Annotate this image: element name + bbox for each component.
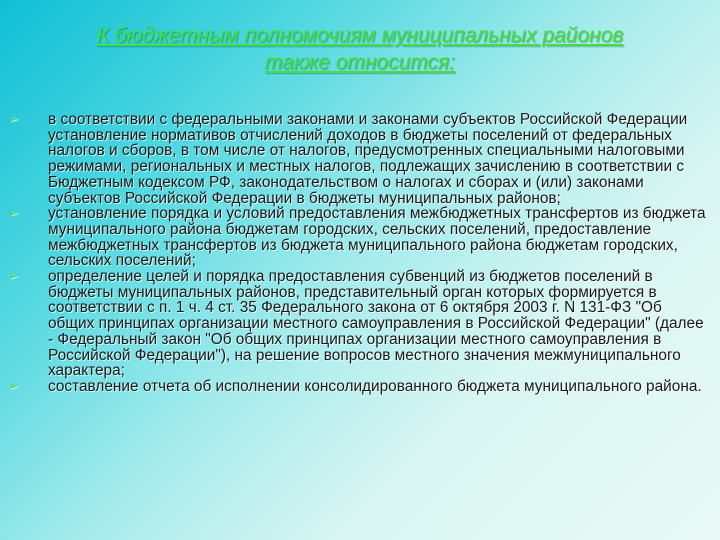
list-item [8, 112, 712, 206]
list-item [8, 206, 712, 269]
arrow-bullet-icon: ➢ [8, 269, 19, 285]
title-line-2: также относится: [264, 51, 456, 74]
slide-title [0, 22, 720, 76]
list-item-text: установление порядка и условий предоставления межбюджетных трансфертов из бюджета муниципального района бюджетам городских, сельских поселений, предоставление межбюджетных трансфертов из бюджета муниципального района бюджетам городских, сельских поселений; [48, 205, 706, 270]
arrow-bullet-icon: ➢ [8, 378, 19, 394]
title-line-1: К бюджетным полномочиям муниципальных районов [96, 24, 624, 47]
list-item-text: в соответствии с федеральными законами и законами субъектов Российской Федерации установление нормативов отчислений доходов в бюджеты поселений от федеральных налогов и сборов, в том числе от налогов, предусмотренных специальными налоговыми режимами, региональных и местных налогов, подлежащих зачислению в соответствии с Бюджетным кодексом РФ, законодательством о налогах и сборах и (или) законами субъектов Российской Федерации в бюджеты муниципальных районов; [48, 111, 688, 207]
list-item-text: составление отчета об исполнении консолидированного бюджета муниципального района. [48, 377, 702, 395]
arrow-bullet-icon: ➢ [8, 206, 19, 222]
list-item [8, 269, 712, 379]
bullet-list [8, 112, 712, 395]
list-item-text: определение целей и порядка предоставления субвенций из бюджетов поселений в бюджеты муниципальных районов, представительный орган которых формируется в соответствии с п. 1 ч. 4 ст. 35 Федерального закона от 6 октября 2003 г. N 131-ФЗ "Об общих принципах организации местного самоуправления в Российской Федерации" (далее - Федеральный закон "Об общих принципах организации местного самоуправления в Российской Федерации"), на решение вопросов местного значения межмуниципального характера; [48, 268, 704, 380]
list-item [8, 379, 712, 395]
arrow-bullet-icon: ➢ [8, 112, 19, 127]
